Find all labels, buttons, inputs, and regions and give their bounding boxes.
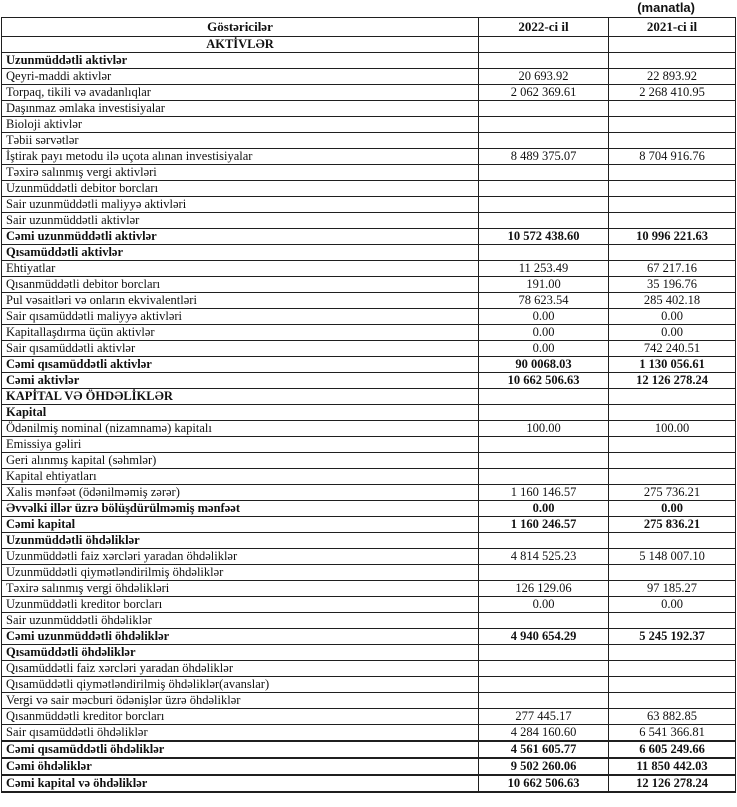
row-label: Cəmi qısamüddətli aktivlər [2, 357, 479, 373]
value-2022 [479, 37, 609, 53]
value-2022 [479, 133, 609, 149]
value-2021 [609, 693, 736, 709]
value-2021: 2 268 410.95 [609, 85, 736, 101]
col-header-2021: 2021-ci il [609, 18, 736, 37]
value-2022 [479, 117, 609, 133]
row-label: Bioloji aktivlər [2, 117, 479, 133]
value-2021: 6 605 249.66 [609, 741, 736, 758]
value-2021: 0.00 [609, 501, 736, 517]
table-row [2, 69, 736, 85]
table-row [2, 325, 736, 341]
value-2022: 20 693.92 [479, 69, 609, 85]
value-2022: 78 623.54 [479, 293, 609, 309]
value-2022 [479, 181, 609, 197]
col-header-2022: 2022-ci il [479, 18, 609, 37]
table-row [2, 133, 736, 149]
value-2021: 0.00 [609, 597, 736, 613]
row-label: Pul vəsaitləri və onların ekvivalentləri [2, 293, 479, 309]
row-label: AKTİVLƏR [2, 37, 479, 53]
value-2022: 0.00 [479, 501, 609, 517]
table-row [2, 693, 736, 709]
row-label: Vergi və sair məcburi ödənişlər üzrə öhdəliklər [2, 693, 479, 709]
value-2021 [609, 245, 736, 261]
table-row [2, 389, 736, 405]
table-row [2, 373, 736, 389]
value-2021 [609, 453, 736, 469]
row-label: Cəmi öhdəliklər [2, 758, 479, 775]
value-2022: 277 445.17 [479, 709, 609, 725]
value-2022: 126 129.06 [479, 581, 609, 597]
value-2021 [609, 437, 736, 453]
row-label: Qısamüddətli öhdəliklər [2, 645, 479, 661]
value-2022: 4 284 160.60 [479, 725, 609, 742]
table-row [2, 533, 736, 549]
table-row [2, 469, 736, 485]
row-label: Qısanmüddətli kreditor borcları [2, 709, 479, 725]
value-2022 [479, 453, 609, 469]
value-2021 [609, 677, 736, 693]
value-2021 [609, 645, 736, 661]
value-2022 [479, 245, 609, 261]
header-row [2, 18, 736, 37]
value-2021: 10 996 221.63 [609, 229, 736, 245]
table-row [2, 357, 736, 373]
table-row [2, 197, 736, 213]
row-label: Sair uzunmüddətli maliyyə aktivləri [2, 197, 479, 213]
row-label: Ödənilmiş nominal (nizamnamə) kapitalı [2, 421, 479, 437]
table-row [2, 501, 736, 517]
table-row [2, 741, 736, 758]
table-row [2, 758, 736, 775]
value-2021 [609, 405, 736, 421]
row-label: Kapitallaşdırma üçün aktivlər [2, 325, 479, 341]
value-2022: 10 662 506.63 [479, 373, 609, 389]
value-2022: 1 160 246.57 [479, 517, 609, 533]
table-row [2, 165, 736, 181]
value-2021 [609, 469, 736, 485]
value-2022: 4 561 605.77 [479, 741, 609, 758]
value-2021: 6 541 366.81 [609, 725, 736, 742]
col-header-indicators: Göstəricilər [2, 18, 479, 37]
value-2022 [479, 533, 609, 549]
value-2021 [609, 165, 736, 181]
value-2021: 285 402.18 [609, 293, 736, 309]
row-label: Sair uzunmüddətli aktivlər [2, 213, 479, 229]
table-row [2, 341, 736, 357]
value-2022: 0.00 [479, 341, 609, 357]
row-label: Kapital ehtiyatları [2, 469, 479, 485]
table-row [2, 613, 736, 629]
row-label: Uzunmüddətli faiz xərcləri yaradan öhdəliklər [2, 549, 479, 565]
value-2021 [609, 213, 736, 229]
table-row [2, 229, 736, 245]
value-2022: 9 502 260.06 [479, 758, 609, 775]
table-row [2, 645, 736, 661]
row-label: Qısamüddətli aktivlər [2, 245, 479, 261]
row-label: Sair uzunmüddətli öhdəliklər [2, 613, 479, 629]
value-2022: 0.00 [479, 597, 609, 613]
table-row [2, 405, 736, 421]
row-label: Qeyri-maddi aktivlər [2, 69, 479, 85]
value-2022: 11 253.49 [479, 261, 609, 277]
table-row [2, 101, 736, 117]
row-label: Ehtiyatlar [2, 261, 479, 277]
row-label: Təxirə salınmış vergi aktivləri [2, 165, 479, 181]
table-row [2, 277, 736, 293]
value-2021 [609, 53, 736, 69]
value-2022: 2 062 369.61 [479, 85, 609, 101]
table-row [2, 549, 736, 565]
value-2022 [479, 693, 609, 709]
table-row [2, 709, 736, 725]
table-row [2, 629, 736, 645]
row-label: Cəmi aktivlər [2, 373, 479, 389]
value-2022: 0.00 [479, 325, 609, 341]
value-2021: 97 185.27 [609, 581, 736, 597]
table-row [2, 565, 736, 581]
value-2022 [479, 197, 609, 213]
value-2021: 12 126 278.24 [609, 373, 736, 389]
value-2022 [479, 405, 609, 421]
value-2021 [609, 37, 736, 53]
row-label: Emissiya gəliri [2, 437, 479, 453]
value-2022 [479, 661, 609, 677]
value-2021: 11 850 442.03 [609, 758, 736, 775]
currency-note: (manatla) [637, 0, 695, 15]
row-label: Cəmi qısamüddətli öhdəliklər [2, 741, 479, 758]
value-2021: 5 245 192.37 [609, 629, 736, 645]
value-2021: 22 893.92 [609, 69, 736, 85]
value-2022 [479, 469, 609, 485]
value-2022: 1 160 146.57 [479, 485, 609, 501]
row-label: Kapital [2, 405, 479, 421]
row-label: KAPİTAL VƏ ÖHDƏLİKLƏR [2, 389, 479, 405]
table-row [2, 437, 736, 453]
value-2022 [479, 677, 609, 693]
value-2021 [609, 565, 736, 581]
table-row [2, 213, 736, 229]
value-2022: 8 489 375.07 [479, 149, 609, 165]
row-label: Təxirə salınmış vergi öhdəlikləri [2, 581, 479, 597]
table-row [2, 261, 736, 277]
table-row [2, 309, 736, 325]
table-row [2, 581, 736, 597]
table-row [2, 485, 736, 501]
value-2021 [609, 197, 736, 213]
row-label: Qısanmüddətli debitor borcları [2, 277, 479, 293]
value-2022 [479, 53, 609, 69]
row-label: Qısamüddətli qiymətləndirilmiş öhdəliklər(avanslar) [2, 677, 479, 693]
value-2022: 4 940 654.29 [479, 629, 609, 645]
table-row [2, 453, 736, 469]
value-2022 [479, 213, 609, 229]
value-2022 [479, 565, 609, 581]
value-2021: 35 196.76 [609, 277, 736, 293]
value-2022: 4 814 525.23 [479, 549, 609, 565]
value-2021: 0.00 [609, 325, 736, 341]
value-2021 [609, 117, 736, 133]
table-row [2, 661, 736, 677]
value-2021 [609, 661, 736, 677]
value-2022 [479, 389, 609, 405]
table-row [2, 775, 736, 792]
table-row [2, 117, 736, 133]
row-label: Daşınmaz əmlaka investisiyalar [2, 101, 479, 117]
row-label: Əvvəlki illər üzrə bölüşdürülməmiş mənfəət [2, 501, 479, 517]
value-2022 [479, 165, 609, 181]
row-label: Torpaq, tikili və avadanlıqlar [2, 85, 479, 101]
value-2021 [609, 181, 736, 197]
value-2021: 1 130 056.61 [609, 357, 736, 373]
row-label: Cəmi uzunmüddətli öhdəliklər [2, 629, 479, 645]
value-2021 [609, 133, 736, 149]
value-2021 [609, 389, 736, 405]
row-label: Uzunmüddətli aktivlər [2, 53, 479, 69]
table-row [2, 677, 736, 693]
value-2021 [609, 613, 736, 629]
value-2022: 100.00 [479, 421, 609, 437]
value-2022 [479, 645, 609, 661]
value-2021 [609, 533, 736, 549]
row-label: Uzunmüddətli debitor borcları [2, 181, 479, 197]
row-label: Sair qısamüddətli aktivlər [2, 341, 479, 357]
row-label: Geri alınmış kapital (səhmlər) [2, 453, 479, 469]
value-2021: 275 736.21 [609, 485, 736, 501]
table-row [2, 53, 736, 69]
table-row [2, 37, 736, 53]
row-label: Cəmi kapital və öhdəliklər [2, 775, 479, 792]
table-body [2, 37, 736, 793]
value-2021: 0.00 [609, 309, 736, 325]
row-label: Təbii sərvətlər [2, 133, 479, 149]
value-2022: 10 572 438.60 [479, 229, 609, 245]
value-2022 [479, 613, 609, 629]
row-label: Xalis mənfəət (ödənilməmiş zərər) [2, 485, 479, 501]
row-label: Qısamüddətli faiz xərcləri yaradan öhdəliklər [2, 661, 479, 677]
row-label: Cəmi kapital [2, 517, 479, 533]
value-2022 [479, 101, 609, 117]
value-2021: 100.00 [609, 421, 736, 437]
value-2021: 5 148 007.10 [609, 549, 736, 565]
balance-sheet-table [1, 17, 736, 793]
table-row [2, 181, 736, 197]
row-label: Uzunmüddətli kreditor borcları [2, 597, 479, 613]
row-label: Uzunmüddətli öhdəliklər [2, 533, 479, 549]
value-2021: 275 836.21 [609, 517, 736, 533]
value-2022: 0.00 [479, 309, 609, 325]
value-2021: 742 240.51 [609, 341, 736, 357]
value-2022 [479, 437, 609, 453]
table-row [2, 597, 736, 613]
row-label: Cəmi uzunmüddətli aktivlər [2, 229, 479, 245]
value-2022: 90 0068.03 [479, 357, 609, 373]
table-row [2, 293, 736, 309]
value-2022: 191.00 [479, 277, 609, 293]
table-row [2, 725, 736, 742]
table-row [2, 149, 736, 165]
table-row [2, 245, 736, 261]
value-2021 [609, 101, 736, 117]
row-label: Uzunmüddətli qiymətləndirilmiş öhdəliklər [2, 565, 479, 581]
value-2021: 63 882.85 [609, 709, 736, 725]
value-2021: 67 217.16 [609, 261, 736, 277]
row-label: Sair qısamüddətli öhdəliklər [2, 725, 479, 742]
table-row [2, 85, 736, 101]
row-label: Sair qısamüddətli maliyyə aktivləri [2, 309, 479, 325]
value-2021: 8 704 916.76 [609, 149, 736, 165]
value-2021: 12 126 278.24 [609, 775, 736, 792]
table-row [2, 517, 736, 533]
row-label: İştirak payı metodu ilə uçota alınan investisiyalar [2, 149, 479, 165]
table-row [2, 421, 736, 437]
value-2022: 10 662 506.63 [479, 775, 609, 792]
